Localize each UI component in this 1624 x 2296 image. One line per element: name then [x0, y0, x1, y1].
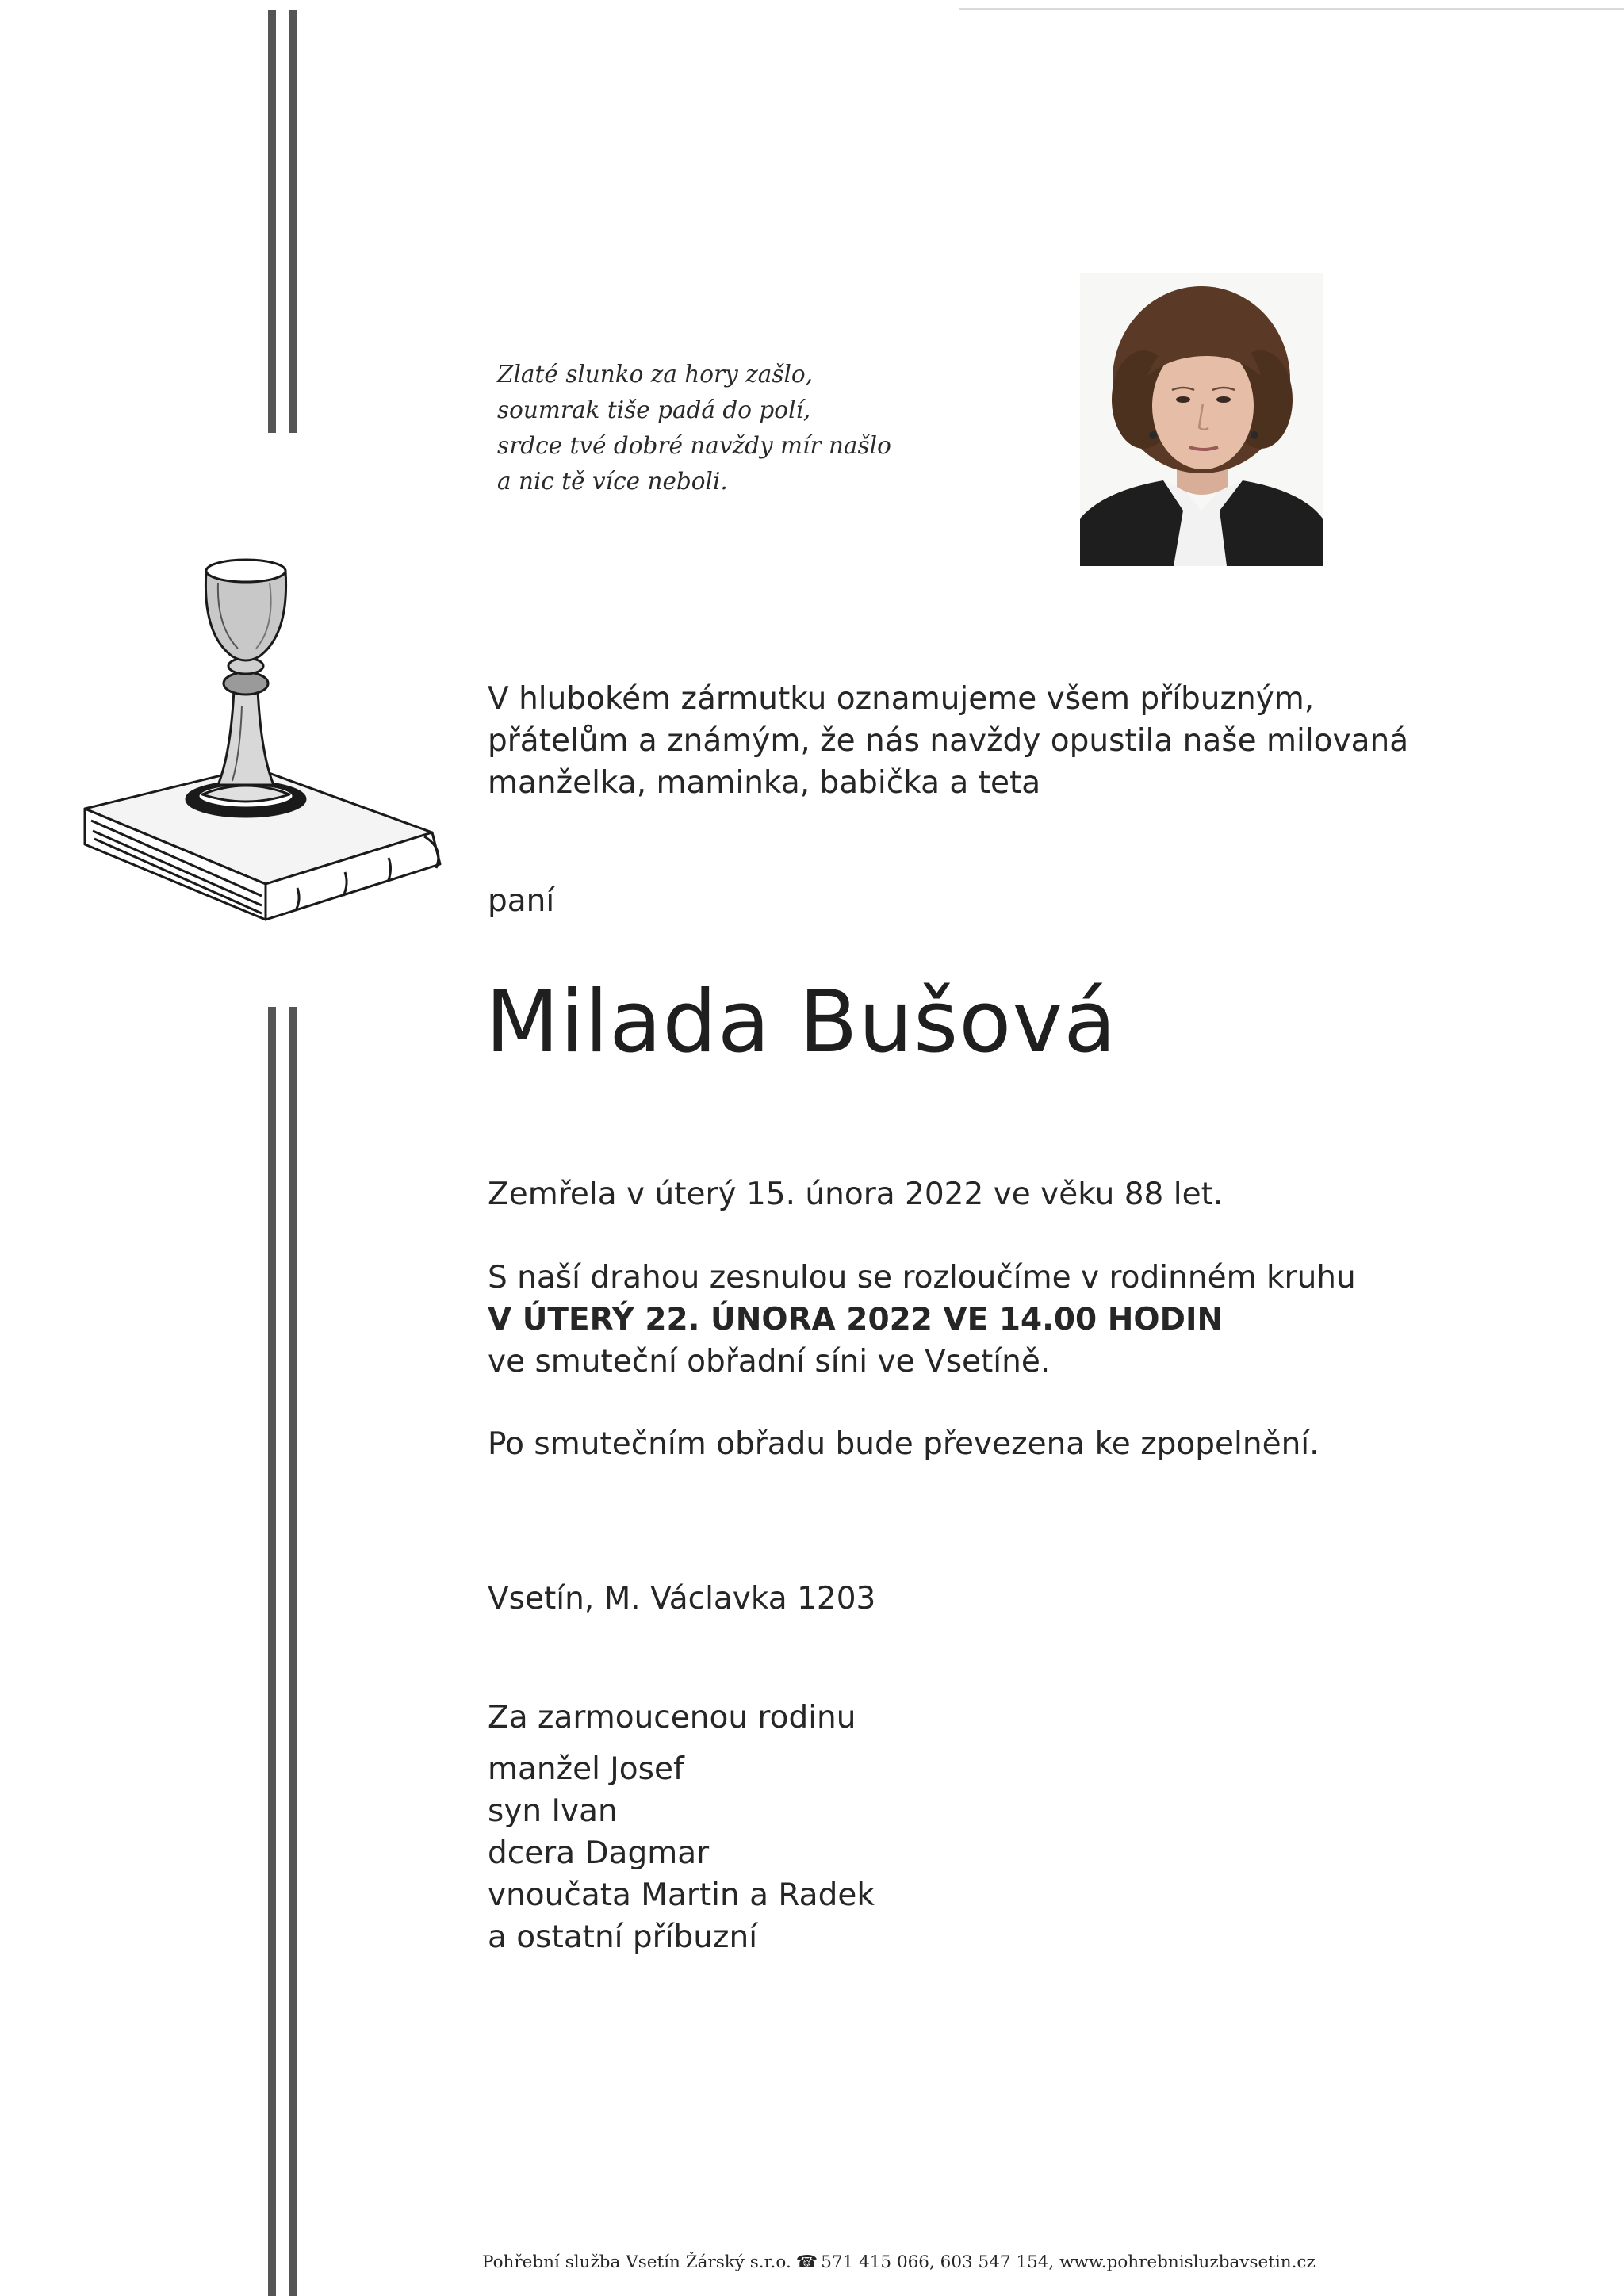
portrait-photo — [1080, 273, 1323, 566]
farewell-date-time: V ÚTERÝ 22. ÚNORA 2022 VE 14.00 HODIN — [488, 1302, 1224, 1337]
family-members — [488, 1748, 875, 1958]
poem-line: a nic tě více neboli. — [497, 468, 728, 495]
poem-line: Zlaté slunko za hory zašlo, — [497, 361, 814, 388]
scan-edge-line — [959, 8, 1624, 10]
bottom-left-rule — [268, 1007, 276, 2296]
footer — [482, 2252, 1316, 2274]
farewell-venue: ve smuteční obřadní síni ve Vsetíně. — [488, 1344, 1051, 1380]
announcement-line: V hlubokém zármutku oznamujeme všem příbuzným, — [488, 681, 1315, 717]
death-info: Zemřela v úterý 15. února 2022 ve věku 88 let. — [488, 1177, 1224, 1212]
family-member: a ostatní příbuzní — [488, 1919, 758, 1955]
top-left-rule — [268, 10, 276, 433]
bottom-right-rule — [289, 1007, 297, 2296]
top-right-rule — [289, 10, 297, 433]
deceased-name: Milada Bušová — [485, 973, 1117, 1072]
poem — [497, 357, 941, 499]
family-heading: Za zarmoucenou rodinu — [488, 1700, 856, 1735]
title-prefix: paní — [488, 883, 555, 919]
address: Vsetín, M. Václavka 1203 — [488, 1581, 876, 1617]
announcement — [488, 678, 1408, 804]
cremation-note: Po smutečním obřadu bude převezena ke zpopelnění. — [488, 1426, 1320, 1462]
telephone-icon: ☎ — [795, 2252, 818, 2272]
announcement-line: přátelům a známým, že nás navždy opustila naše milovaná — [488, 723, 1409, 759]
poem-line: srdce tvé dobré navždy mír našlo — [497, 432, 891, 459]
footer-company: Pohřební služba Vsetín Žárský s.r.o. — [482, 2252, 791, 2272]
farewell-line: S naší drahou zesnulou se rozloučíme v rodinném kruhu — [488, 1260, 1356, 1295]
poem-line: soumrak tiše padá do polí, — [497, 396, 811, 423]
farewell-details — [488, 1257, 1356, 1383]
family-member: manžel Josef — [488, 1751, 684, 1787]
family-member: dcera Dagmar — [488, 1835, 710, 1871]
family-member: vnoučata Martin a Radek — [488, 1877, 875, 1913]
announcement-line: manželka, maminka, babička a teta — [488, 765, 1041, 801]
family-member: syn Ivan — [488, 1793, 618, 1829]
chalice-on-book-icon — [75, 547, 456, 928]
footer-contacts: 571 415 066, 603 547 154, www.pohrebnisluzbavsetin.cz — [821, 2252, 1316, 2272]
